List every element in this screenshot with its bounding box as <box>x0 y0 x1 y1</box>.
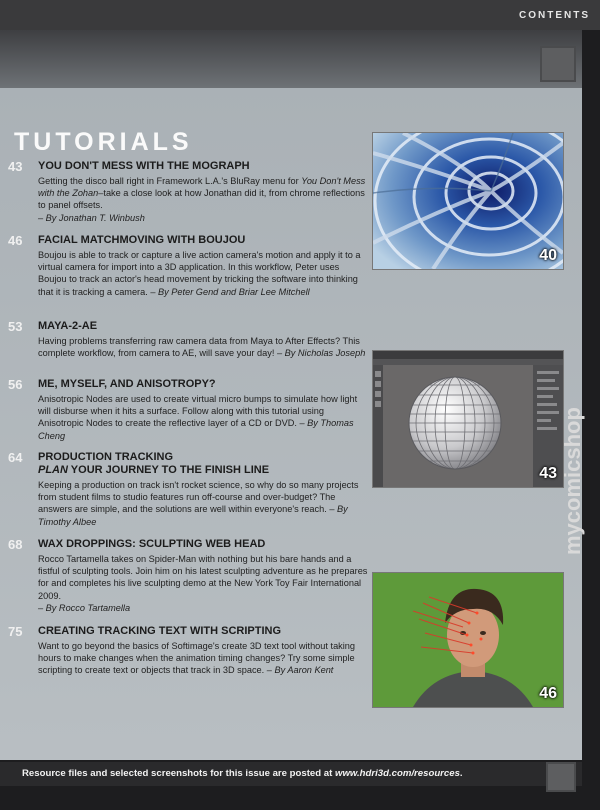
section-label: CONTENTS <box>519 10 590 21</box>
entry-credit: – By Aaron Kent <box>266 665 334 676</box>
entry-heading: YOU DON'T MESS WITH THE MOGRAPH <box>38 160 250 172</box>
page-number: 68 <box>8 537 23 552</box>
entry-heading: PRODUCTION TRACKING <box>38 451 174 463</box>
image-page-number: 43 <box>539 465 557 482</box>
page-number: 43 <box>8 159 23 174</box>
entry-credit: – By Timothy Albee <box>38 504 348 527</box>
watermark: mycomicshop <box>560 407 585 555</box>
entry-heading: ME, MYSELF, AND ANISOTROPY? <box>38 378 216 390</box>
entry-description: Rocco Tartamella takes on Spider-Man with nothing but his bare hands and a fistful of sculpting tools. Join him on his latest sculpting adventure as he prepares for and completes his live sculpting demo at the New York Toy Fair International 2009. – By Rocco Tartamella <box>38 554 368 613</box>
corner-square-top <box>540 46 576 82</box>
header-band <box>0 30 582 88</box>
page-number: 75 <box>8 624 23 639</box>
entry-credit: – By Thomas Cheng <box>38 418 354 441</box>
section-title: TUTORIALS <box>14 128 193 156</box>
head-tracking-illustration <box>373 573 563 707</box>
image-page-number: 46 <box>539 685 557 702</box>
toc-entry[interactable] <box>8 451 370 528</box>
toc-entry[interactable] <box>8 378 370 442</box>
entry-description: Want to go beyond the basics of Softimage's create 3D text tool without taking hours to make changes when the animation timing changes? Try some simple scripting to create text or objects that track in 3D space. – By Aaron Kent <box>38 641 356 676</box>
entry-credit: – By Nicholas Joseph <box>276 348 366 359</box>
page-number: 53 <box>8 319 23 334</box>
tunnel-render-illustration <box>373 133 563 269</box>
top-bar <box>0 0 600 30</box>
toc-entry[interactable] <box>8 538 370 614</box>
image-page-number: 40 <box>539 247 557 264</box>
toc-entry[interactable] <box>8 625 370 677</box>
entry-description: Keeping a production on track isn't rocket science, so why do so many projects from student films to studio features run off-course and over-budget? The answers are simple, and the solutions are well within everyone's reach. – By Timothy Albee <box>38 480 359 527</box>
disco-ball-screenshot-image <box>372 350 564 488</box>
disco-ball-illustration <box>373 351 563 487</box>
corner-square-bottom <box>546 762 576 792</box>
page-number: 46 <box>8 233 23 248</box>
footer-bar <box>0 762 582 786</box>
entry-heading: MAYA-2-AE <box>38 320 98 332</box>
entry-subheading: PLAN YOUR JOURNEY TO THE FINISH LINE <box>38 464 270 476</box>
entry-description: Getting the disco ball right in Framework L.A.'s BluRay menu for You Don't Mess with the Zohan–take a close look at how Jonathan did it, from chrome reflections to panel offsets. – By Jonathan T. Winbush <box>38 176 366 223</box>
tunnel-render-image <box>372 132 564 270</box>
toc-entry[interactable] <box>8 234 370 298</box>
toc-entry[interactable] <box>8 160 370 224</box>
entry-description: Having problems transferring raw camera data from Maya to After Effects? This complete workflow, from camera to AE, will save your day! – By Nicholas Joseph <box>38 336 366 359</box>
toc-entry[interactable] <box>8 320 370 359</box>
entry-heading: FACIAL MATCHMOVING WITH BOUJOU <box>38 234 246 246</box>
entry-description: Boujou is able to track or capture a live action camera's motion and apply it to a virtual camera for import into a 3D application. In this workflow, Peter uses Boujou to track an actor's head movement by tricking the software into thinking that it is tracking a camera. – By Peter Gend and Briar Lee Mitchell <box>38 250 361 297</box>
head-tracking-photo-image <box>372 572 564 708</box>
page-number: 56 <box>8 377 23 392</box>
page-number: 64 <box>8 450 23 465</box>
entry-heading: WAX DROPPINGS: SCULPTING WEB HEAD <box>38 538 266 550</box>
entry-description: Anisotropic Nodes are used to create virtual micro bumps to simulate how light will disburse when it hits a surface. Follow along with this tutorial using Anisotropic Nodes to create the reflective layer of a CD or DVD. – By Thomas Cheng <box>38 394 358 441</box>
entry-credit: – By Rocco Tartamella <box>38 602 131 613</box>
resources-link[interactable]: www.hdri3d.com/resources <box>334 768 460 779</box>
entry-credit: – By Peter Gend and Briar Lee Mitchell <box>150 286 310 297</box>
entry-credit: – By Jonathan T. Winbush <box>38 212 145 223</box>
entry-heading: CREATING TRACKING TEXT WITH SCRIPTING <box>38 625 282 637</box>
footer-text: Resource files and selected screenshots for this issue are posted at www.hdri3d.com/resources. <box>22 768 463 779</box>
